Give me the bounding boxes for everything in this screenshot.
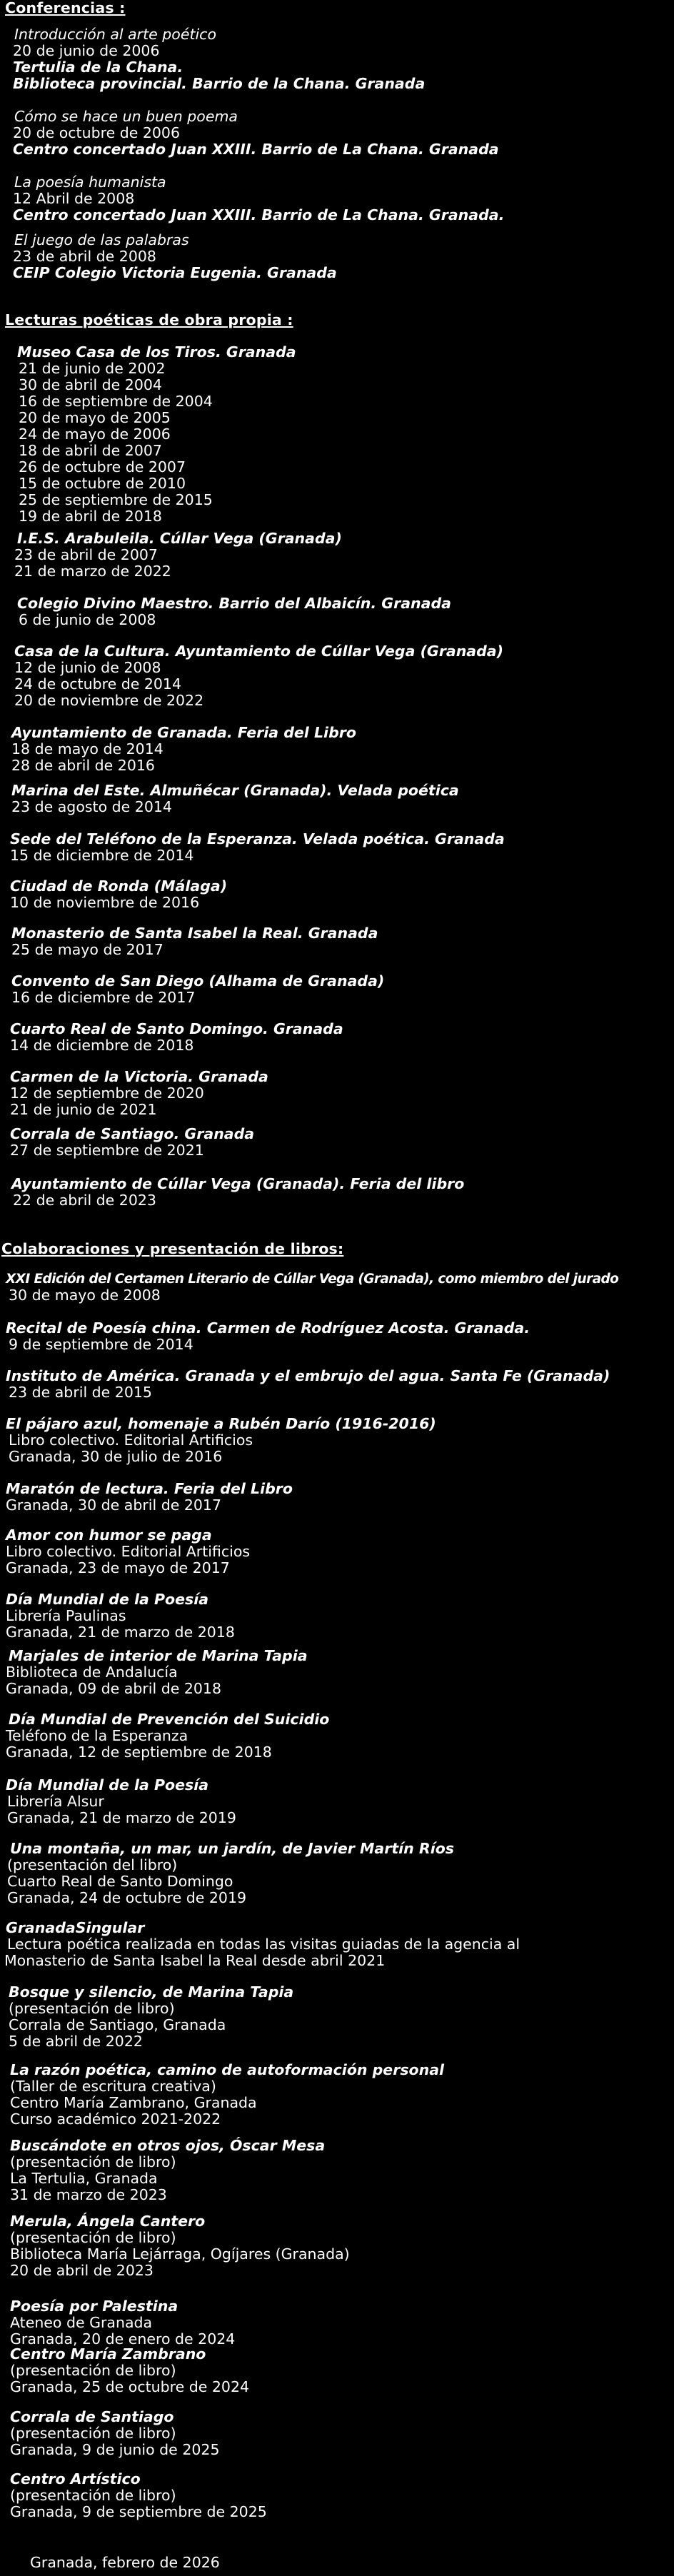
entry-line: Librería Alsur: [7, 1793, 104, 1810]
entry-line: Monasterio de Santa Isabel la Real desde abril 2021: [4, 1952, 386, 1969]
entry-line: Teléfono de la Esperanza: [6, 1727, 188, 1744]
entry-line: Ateneo de Granada: [10, 2314, 153, 2331]
entry-title: Merula, Ángela Cantero: [10, 2213, 206, 2230]
entry-line: 19 de abril de 2018: [19, 508, 162, 525]
entry-title: Marjales de interior de Marina Tapia: [9, 1647, 308, 1664]
entry-title: XXI Edición del Certamen Literario de Cúllar Vega (Granada), como miembro del jurado: [6, 1272, 619, 1287]
entry: [10, 2471, 267, 2520]
entry-line: Granada, 25 de octubre de 2024: [10, 2378, 250, 2395]
entry-title: Carmen de la Victoria. Granada: [10, 1068, 268, 1085]
entry-line: 23 de abril de 2008: [13, 248, 156, 265]
entry: [10, 2138, 325, 2203]
entry-line: 30 de mayo de 2008: [9, 1287, 161, 1304]
entry-title: GranadaSingular: [6, 1919, 145, 1936]
entry-line: 23 de abril de 2015: [9, 1384, 152, 1401]
entry: [7, 1840, 455, 1906]
entry-title: Corrala de Santiago. Granada: [10, 1125, 255, 1142]
entry-line: 25 de mayo de 2017: [11, 941, 164, 958]
entry-line: 25 de septiembre de 2015: [19, 491, 213, 508]
entry-title: Cuarto Real de Santo Domingo. Granada: [10, 1020, 343, 1037]
entry-line: Granada, 20 de enero de 2024: [10, 2330, 236, 2348]
entry-title: Cómo se hace un buen poema: [14, 108, 238, 125]
entry-line: (presentación de libro): [9, 2000, 175, 2017]
entry-line: 10 de noviembre de 2016: [10, 894, 200, 911]
entry-line: 21 de junio de 2002: [19, 360, 166, 377]
entry: [9, 1984, 293, 2050]
entry-title: Ayuntamiento de Cúllar Vega (Granada). Feria del libro: [11, 1175, 465, 1192]
entry-line: (presentación de libro): [10, 2362, 176, 2379]
entry-line: 20 de mayo de 2005: [19, 409, 171, 426]
entry-line: Granada, 24 de octubre de 2019: [7, 1889, 247, 1906]
entry-title: Casa de la Cultura. Ayuntamiento de Cúllar Vega (Granada): [14, 643, 504, 660]
entry: [10, 2409, 220, 2458]
entry-line: Granada, 23 de mayo de 2017: [6, 1559, 230, 1576]
entry: [6, 1591, 235, 1641]
entry-line: 21 de junio de 2021: [10, 1101, 157, 1118]
entry-line: 23 de abril de 2007: [14, 546, 158, 563]
entry-title: Ciudad de Ronda (Málaga): [10, 877, 228, 895]
entry: [14, 232, 337, 281]
entry-title: La poesía humanista: [14, 173, 166, 191]
entry: [10, 2346, 249, 2395]
entry: [17, 595, 451, 628]
entry: [6, 1481, 293, 1514]
entry-line: Biblioteca provincial. Barrio de la Chana. Granada: [13, 75, 426, 92]
entry-title: Una montaña, un mar, un jardín, de Javier Martín Ríos: [10, 1840, 455, 1857]
entry-line: Centro María Zambrano, Granada: [10, 2094, 257, 2111]
footer-date: Granada, febrero de 2026: [30, 2554, 220, 2571]
entry-line: Granada, 21 de marzo de 2019: [7, 1809, 236, 1826]
entry-line: 18 de abril de 2007: [19, 442, 162, 459]
entry-line: Granada, 30 de julio de 2016: [9, 1448, 223, 1465]
entry-title: Día Mundial de la Poesía: [6, 1776, 209, 1793]
entry: [14, 26, 425, 92]
entry: [10, 1069, 268, 1118]
entry-line: 30 de abril de 2004: [19, 376, 162, 393]
entry: [6, 1416, 436, 1465]
entry: [10, 831, 505, 864]
entry-line: Lectura poética realizada en todas las visitas guiadas de la agencia al: [7, 1936, 520, 1953]
entry-title: Buscándote en otros ojos, Óscar Mesa: [10, 2137, 326, 2154]
entry: [6, 1777, 236, 1826]
entry-line: 31 de marzo de 2023: [10, 2186, 167, 2203]
entry-line: 18 de mayo de 2014: [11, 740, 164, 758]
entry: [11, 783, 459, 815]
entry-line: Cuarto Real de Santo Domingo: [7, 1873, 233, 1890]
entry-line: 20 de noviembre de 2022: [14, 692, 204, 709]
entry-line: 16 de septiembre de 2004: [19, 393, 213, 410]
entry: [17, 344, 296, 525]
entry: [6, 1711, 330, 1761]
section-heading: Colaboraciones y presentación de libros:: [1, 1240, 344, 1257]
entry: [6, 1271, 618, 1304]
entry: [10, 2062, 444, 2128]
entry-title: Monasterio de Santa Isabel la Real. Granada: [11, 925, 378, 942]
entry-line: 20 de octubre de 2006: [13, 124, 181, 141]
entry-title: Amor con humor se paga: [6, 1526, 212, 1544]
entry: [11, 1176, 464, 1209]
entry-line: (presentación del libro): [7, 1856, 178, 1873]
entry-line: (Taller de escritura creativa): [10, 2078, 216, 2095]
entry-title: El juego de las palabras: [14, 231, 189, 248]
entry-line: Biblioteca de Andalucía: [6, 1664, 178, 1681]
entry: [10, 878, 227, 911]
entry-title: Recital de Poesía china. Carmen de Rodríguez Acosta. Granada.: [6, 1319, 530, 1337]
entry-title: Poesía por Palestina: [10, 2298, 178, 2315]
entry-title: Día Mundial de la Poesía: [6, 1591, 209, 1608]
entry-title: Marina del Este. Almuñécar (Granada). Velada poética: [11, 782, 459, 799]
entry-line: 27 de septiembre de 2021: [10, 1142, 204, 1159]
entry: [10, 2213, 350, 2279]
entry-line: 9 de septiembre de 2014: [9, 1336, 193, 1353]
entry-line: 15 de octubre de 2010: [19, 475, 186, 492]
entry-title: Centro María Zambrano: [10, 2345, 206, 2363]
entry-line: 21 de marzo de 2022: [14, 563, 171, 580]
entry-title: Convento de San Diego (Alhama de Granada): [11, 972, 385, 990]
entry-title: Sede del Teléfono de la Esperanza. Velada poética. Granada: [10, 830, 505, 847]
entry-line: 6 de junio de 2008: [19, 611, 156, 628]
entry-line: Granada, 09 de abril de 2018: [6, 1680, 222, 1697]
entry-line: Biblioteca María Lejárraga, Ogíjares (Granada): [10, 2245, 350, 2263]
entry: [11, 973, 384, 1006]
entry: [6, 1320, 530, 1353]
entry-line: 5 de abril de 2022: [9, 2033, 143, 2050]
entry-line: Granada, 30 de abril de 2017: [6, 1496, 222, 1514]
entry-title: Colegio Divino Maestro. Barrio del Albaicín. Granada: [17, 595, 451, 612]
entry-line: (presentación de libro): [10, 2229, 176, 2246]
entry-line: Librería Paulinas: [6, 1607, 126, 1624]
entry-title: Ayuntamiento de Granada. Feria del Libro: [11, 724, 356, 741]
entry: [10, 1021, 343, 1054]
entry-title: El pájaro azul, homenaje a Rubén Darío (1916-2016): [6, 1415, 436, 1432]
entry: [10, 1126, 254, 1159]
entry: [6, 1368, 610, 1401]
entry-line: Tertulia de la Chana.: [13, 59, 183, 76]
entry-line: Granada, 9 de junio de 2025: [10, 2441, 220, 2458]
entry: [14, 109, 499, 158]
entry-title: Maratón de lectura. Feria del Libro: [6, 1480, 293, 1497]
entry-line: 12 de junio de 2008: [14, 659, 161, 676]
entry-line: Centro concertado Juan XXIII. Barrio de La Chana. Granada.: [13, 206, 505, 223]
entry-line: (presentación de libro): [10, 2487, 176, 2504]
entry-line: 20 de abril de 2023: [10, 2262, 154, 2279]
entry: [14, 530, 342, 580]
entry-line: 15 de diciembre de 2014: [10, 847, 194, 864]
entry-line: Granada, 9 de septiembre de 2025: [10, 2503, 267, 2520]
section-heading: Conferencias :: [5, 0, 126, 16]
entry-title: Día Mundial de Prevención del Suicidio: [9, 1711, 330, 1728]
entry-line: Centro concertado Juan XXIII. Barrio de La Chana. Granada: [13, 141, 499, 158]
entry-title: I.E.S. Arabuleila. Cúllar Vega (Granada): [17, 530, 342, 547]
entry-line: 24 de octubre de 2014: [14, 675, 182, 693]
entry: [6, 1527, 250, 1576]
entry: [14, 643, 503, 709]
entry-line: Corrala de Santiago, Granada: [9, 2016, 226, 2033]
entry: [6, 1647, 308, 1697]
entry-line: 28 de abril de 2016: [11, 757, 155, 774]
entry-line: 24 de mayo de 2006: [19, 426, 171, 443]
entry-line: 23 de agosto de 2014: [11, 798, 172, 815]
entry-line: Libro colectivo. Editorial Artificios: [6, 1543, 251, 1560]
entry: [10, 2298, 235, 2348]
entry-title: Centro Artístico: [10, 2470, 141, 2487]
entry-title: Instituto de América. Granada y el embrujo del agua. Santa Fe (Granada): [6, 1367, 610, 1384]
entry-line: Curso académico 2021-2022: [10, 2110, 221, 2128]
entry: [14, 174, 504, 223]
entry-line: (presentación de libro): [10, 2425, 176, 2442]
entry-line: 12 de septiembre de 2020: [10, 1085, 204, 1102]
entry-line: CEIP Colegio Victoria Eugenia. Granada: [13, 264, 337, 281]
entry-line: 20 de junio de 2006: [13, 42, 160, 59]
entry-line: 26 de octubre de 2007: [19, 458, 186, 476]
entry-line: 22 de abril de 2023: [13, 1192, 156, 1209]
section-heading: Lecturas poéticas de obra propia :: [5, 311, 293, 328]
entry-title: Introducción al arte poético: [14, 26, 216, 43]
entry-title: Museo Casa de los Tiros. Granada: [17, 343, 296, 361]
entry: [6, 1920, 520, 1969]
entry: [11, 725, 356, 774]
entry-line: Granada, 12 de septiembre de 2018: [6, 1744, 272, 1761]
entry-title: La razón poética, camino de autoformación personal: [10, 2061, 445, 2078]
entry-title: Bosque y silencio, de Marina Tapia: [9, 1983, 294, 2001]
entry-line: 12 Abril de 2008: [13, 190, 135, 207]
entry-line: La Tertulia, Granada: [10, 2170, 158, 2187]
entry-line: 16 de diciembre de 2017: [11, 989, 196, 1006]
entry-line: Libro colectivo. Editorial Artificios: [9, 1432, 253, 1449]
entry: [11, 925, 378, 958]
entry-line: (presentación de libro): [10, 2153, 176, 2170]
entry-line: Granada, 21 de marzo de 2018: [6, 1624, 235, 1641]
entry-line: 14 de diciembre de 2018: [10, 1037, 194, 1054]
entry-title: Corrala de Santiago: [10, 2408, 174, 2425]
